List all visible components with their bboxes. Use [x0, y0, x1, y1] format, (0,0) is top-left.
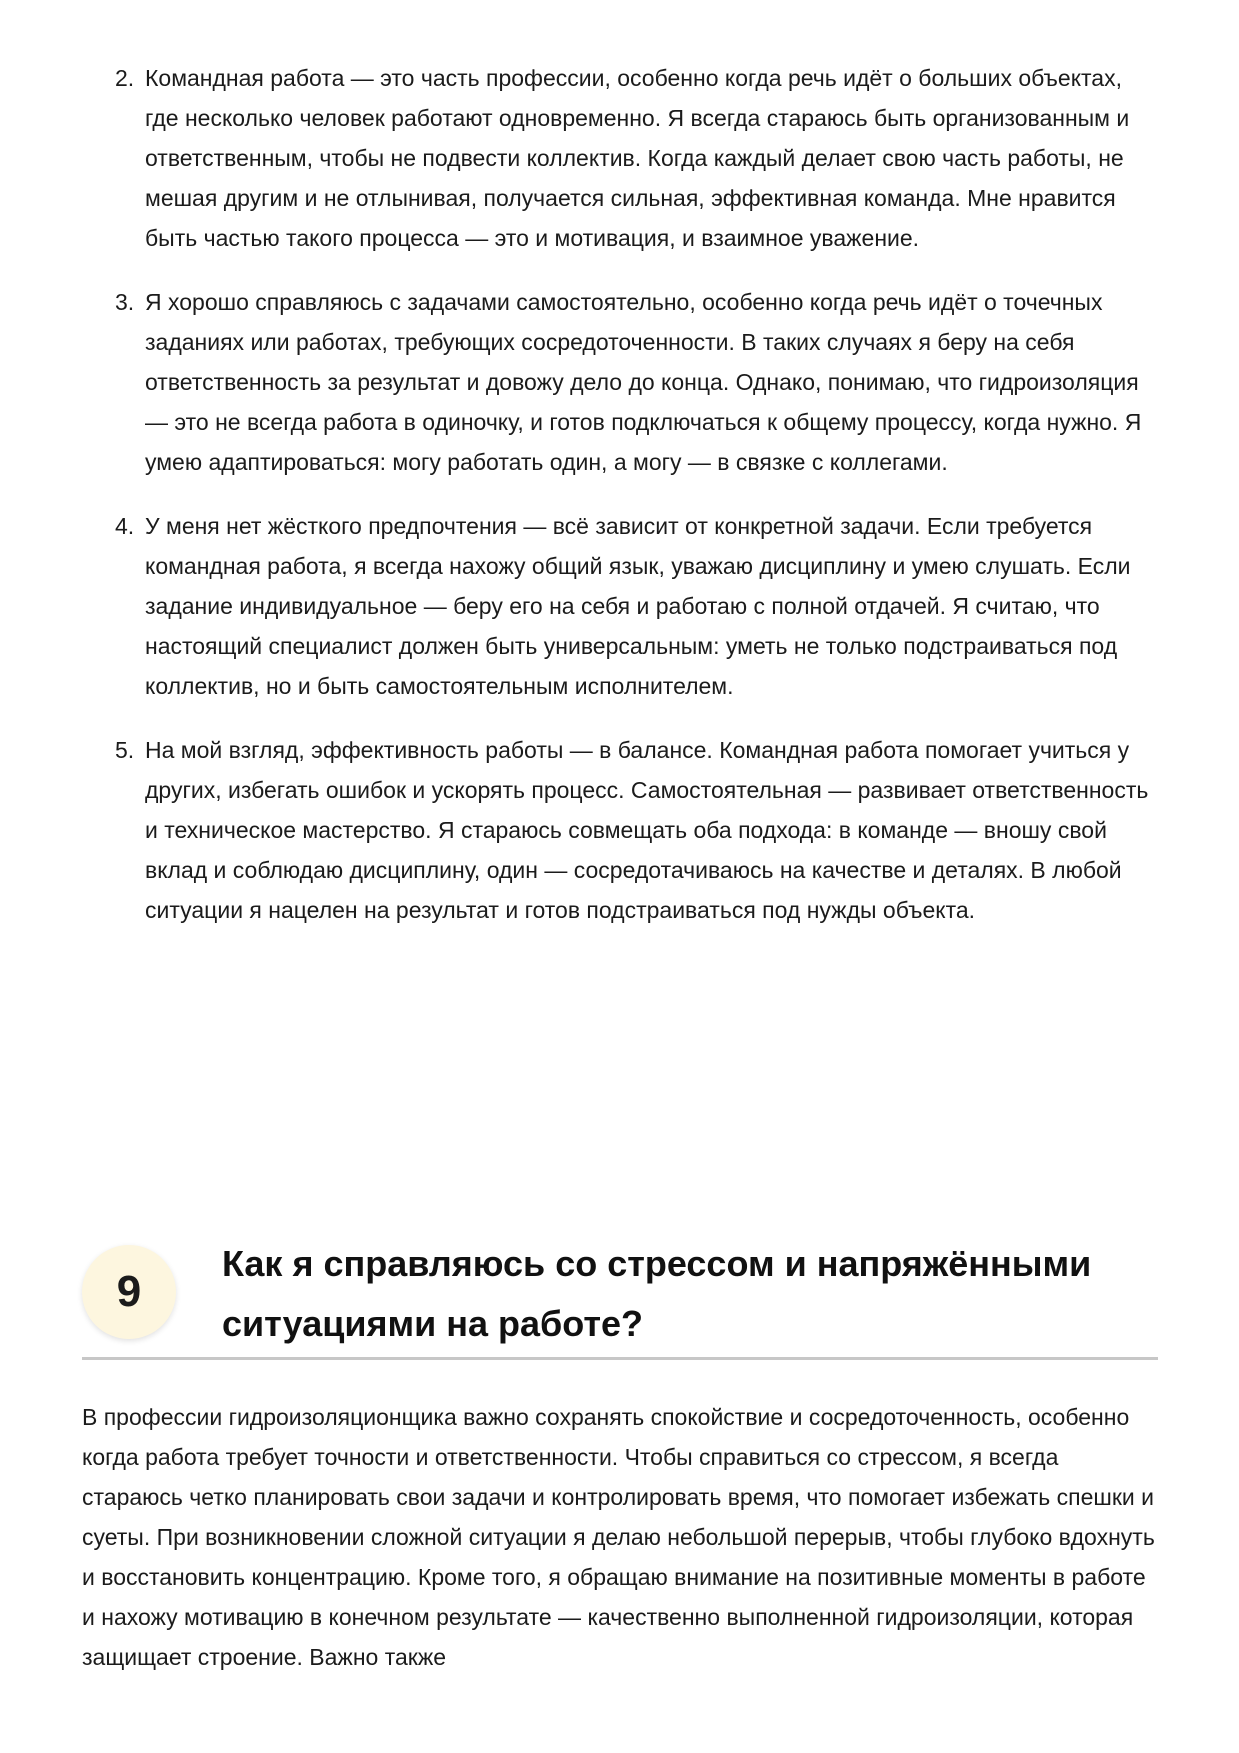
section-number-badge: 9 — [82, 1245, 176, 1339]
list-item-text: Командная работа — это часть профессии, особенно когда речь идёт о больших объектах, где несколько человек работают одновременно. Я всегда стараюсь быть организованным и ответственным, чтобы не подвести коллектив. Когда каждый делает свою часть работы, не мешая другим и не отлынивая, получается сильная, эффективная команда. Мне нравится быть частью такого процесса — это и мотивация, и взаимное уважение. — [145, 65, 1130, 251]
list-item-number: 5. — [115, 737, 135, 763]
section-title: Как я справляюсь со стрессом и напряжёнными ситуациями на работе? — [222, 1243, 1092, 1344]
list-item-text: Я хорошо справляюсь с задачами самостоятельно, особенно когда речь идёт о точечных заданиях или работах, требующих сосредоточенности. В таких случаях я беру на себя ответственность за результат и довожу дело до конца. Однако, понимаю, что гидроизоляция — это не всегда работа в одиночку, и готов подключаться к общему процессу, когда нужно. Я умею адаптироваться: могу работать один, а могу — в связке с коллегами. — [145, 289, 1142, 475]
list-item — [115, 730, 1160, 930]
list-item-number: 2. — [115, 65, 135, 91]
list-item-text: На мой взгляд, эффективность работы — в балансе. Командная работа помогает учиться у других, избегать ошибок и ускорять процесс. Самостоятельная — развивает ответственность и техническое мастерство. Я стараюсь совмещать оба подхода: в команде — вношу свой вклад и соблюдаю дисциплину, один — сосредотачиваюсь на качестве и деталях. В любой ситуации я нацелен на результат и готов подстраиваться под нужды объекта. — [145, 737, 1149, 923]
list-item-number: 4. — [115, 513, 135, 539]
list-item-text: У меня нет жёсткого предпочтения — всё зависит от конкретной задачи. Если требуется командная работа, я всегда нахожу общий язык, уважаю дисциплину и умею слушать. Если задание индивидуальное — беру его на себя и работаю с полной отдачей. Я считаю, что настоящий специалист должен быть универсальным: уметь не только подстраиваться под коллектив, но и быть самостоятельным исполнителем. — [145, 513, 1131, 699]
list-item — [115, 282, 1160, 482]
section-divider — [82, 1357, 1158, 1360]
list-item-number: 3. — [115, 289, 135, 315]
answers-list — [115, 58, 1160, 954]
list-item — [115, 506, 1160, 706]
list-item — [115, 58, 1160, 258]
section-heading — [82, 1228, 1158, 1361]
section-body-paragraph: В профессии гидроизоляционщика важно сохранять спокойствие и сосредоточенность, особенно когда работа требует точности и ответственности. Чтобы справиться со стрессом, я всегда стараюсь четко планировать свои задачи и контролировать время, что помогает избежать спешки и суеты. При возникновении сложной ситуации я делаю небольшой перерыв, чтобы глубоко вдохнуть и восстановить концентрацию. Кроме того, я обращаю внимание на позитивные моменты в работе и нахожу мотивацию в конечном результате — качественно выполненной гидроизоляции, которая защищает строение. Важно также — [82, 1404, 1155, 1670]
